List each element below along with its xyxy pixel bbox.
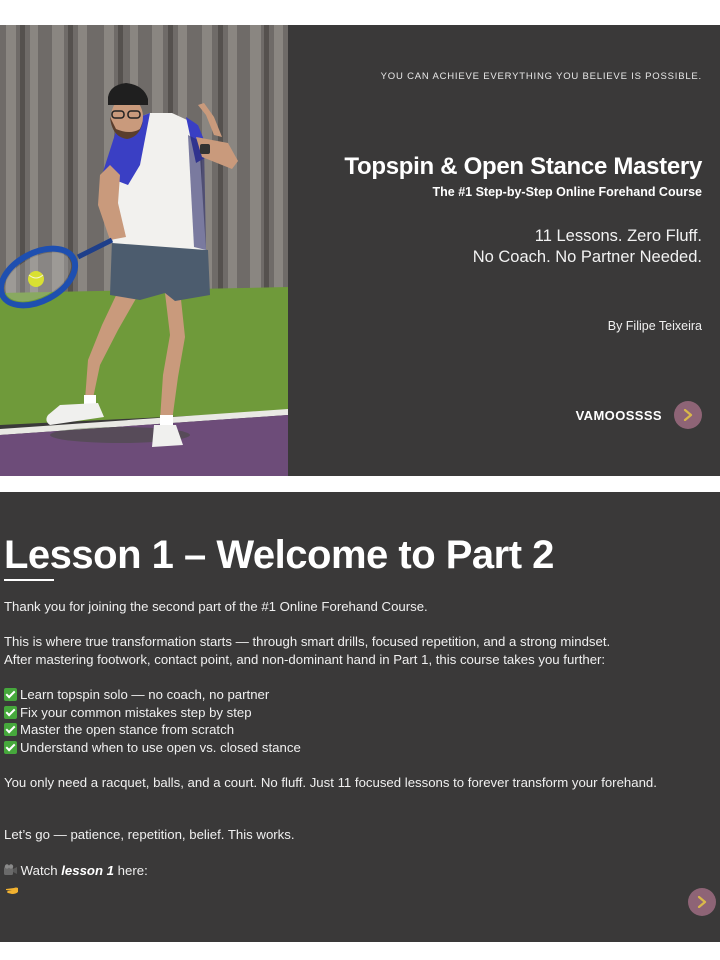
film-camera-icon — [4, 864, 17, 876]
hero-line-lessons: 11 Lessons. Zero Fluff. — [534, 227, 702, 245]
bullet-item: Learn topspin solo — no coach, no partner — [4, 686, 269, 704]
hero-banner — [0, 25, 720, 476]
hero-line-no-coach: No Coach. No Partner Needed. — [472, 248, 702, 266]
lesson-paragraph-3: Let’s go — patience, repetition, belief. This works. — [4, 827, 295, 842]
cta-label[interactable]: VAMOOSSSS — [575, 408, 662, 423]
bullet-item: Master the open stance from scratch — [4, 721, 234, 739]
watch-line: Watch lesson 1 here: — [4, 862, 148, 880]
pointing-hand-icon — [6, 882, 20, 900]
author-credit: By Filipe Teixeira — [607, 319, 702, 333]
hero-next-button[interactable] — [674, 401, 702, 429]
hero-text-panel — [288, 25, 702, 476]
checkmark-icon — [4, 741, 17, 754]
course-title: Topspin & Open Stance Mastery — [344, 153, 702, 180]
bullet-item: Fix your common mistakes step by step — [4, 704, 252, 722]
title-underline — [4, 579, 54, 581]
chevron-right-icon — [697, 896, 707, 908]
lesson-1-link[interactable]: lesson 1 — [61, 863, 115, 878]
hero-tagline: YOU CAN ACHIEVE EVERYTHING YOU BELIEVE IS POSSIBLE. — [380, 71, 702, 82]
lesson-title: Lesson 1 – Welcome to Part 2 — [4, 533, 554, 577]
checkmark-icon — [4, 706, 17, 719]
lesson-paragraph-1b: After mastering footwork, contact point, and non-dominant hand in Part 1, this course takes you further: — [4, 652, 606, 667]
tennis-player-photo — [0, 25, 288, 476]
lesson-card — [0, 492, 720, 942]
lesson-paragraph-2: You only need a racquet, balls, and a court. No fluff. Just 11 focused lessons to forever transform your forehand. — [4, 775, 657, 790]
checkmark-icon — [4, 723, 17, 736]
chevron-right-icon — [683, 409, 693, 421]
course-subtitle: The #1 Step-by-Step Online Forehand Course — [432, 185, 702, 199]
lesson-intro: Thank you for joining the second part of the #1 Online Forehand Course. — [4, 599, 428, 614]
checkmark-icon — [4, 688, 17, 701]
lesson-next-button[interactable] — [688, 888, 716, 916]
lesson-paragraph-1a: This is where true transformation starts — through smart drills, focused repetition, and a strong mindset. — [4, 634, 611, 649]
bullet-item: Understand when to use open vs. closed stance — [4, 739, 301, 757]
